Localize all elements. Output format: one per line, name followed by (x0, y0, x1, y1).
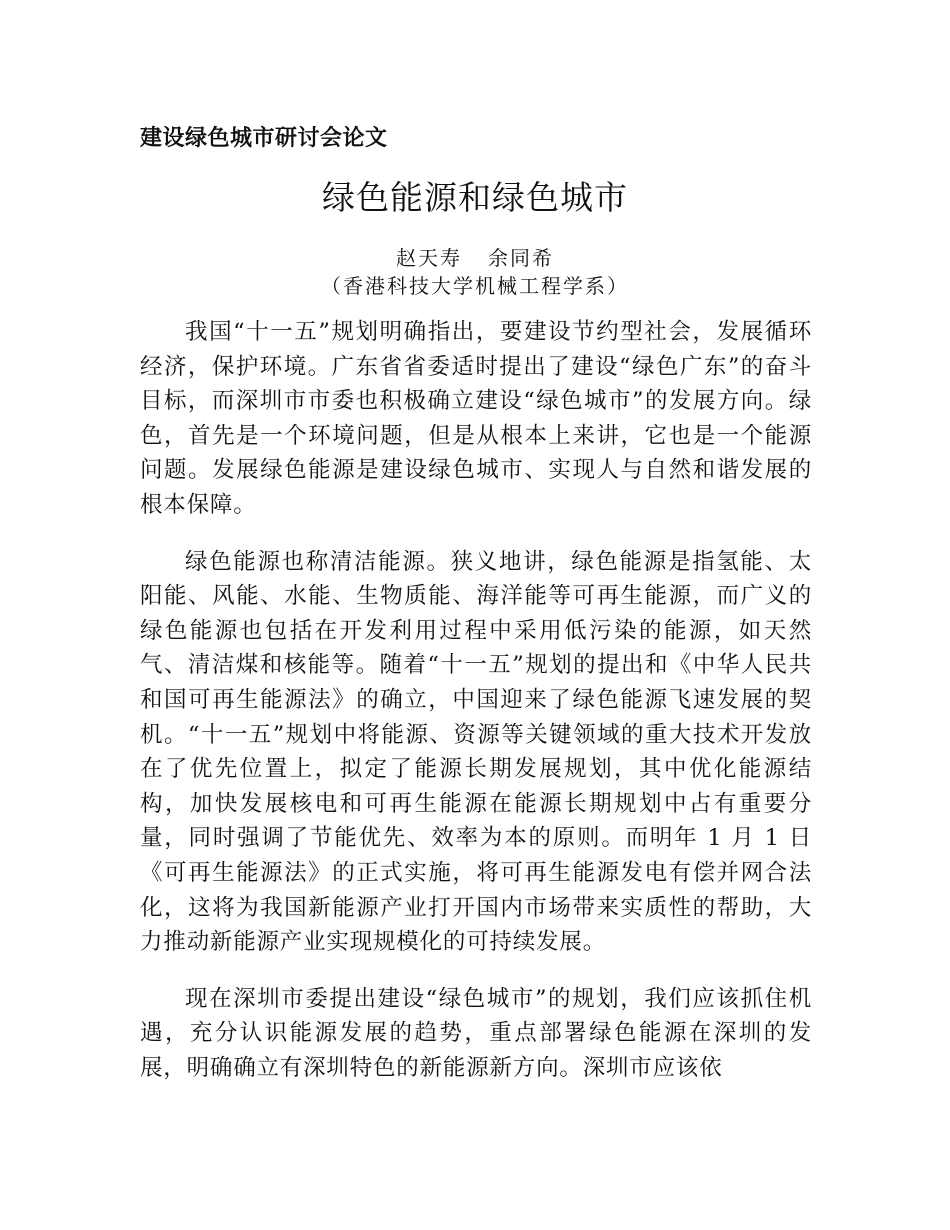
author-line (0, 242, 950, 271)
paper-title: 绿色能源和绿色城市 (322, 178, 628, 217)
body-paragraph: 绿色能源也称清洁能源。狭义地讲，绿色能源是指氢能、太阳能、风能、水能、生物质能、海洋能等可再生能源，而广义的绿色能源也包括在开发利用过程中采用低污染的能源，如天然气、清洁煤和核能等。随着“十一五”规划的提出和《中华人民共和国可再生能源法》的确立，中国迎来了绿色能源飞速发展的契机。“十一五”规划中将能源、资源等关键领域的重大技术开发放在了优先位置上，拟定了能源长期发展规划，其中优化能源结构，加快发展核电和可再生能源在能源长期规划中占有重要分量，同时强调了节能优先、效率为本的原则。而明年 1 月 1 日《可再生能源法》的正式实施，将可再生能源发电有偿并网合法化，这将为我国新能源产业打开国内市场带来实质性的帮助，大力推动新能源产业实现规模化的可持续发展。 (140, 548, 812, 956)
author-affiliation: （香港科技大学机械工程学系） (321, 274, 629, 298)
conference-header: 建设绿色城市研讨会论文 (140, 126, 388, 151)
author-name: 余同希 (488, 246, 554, 270)
body-paragraph: 我国“十一五”规划明确指出，要建设节约型社会，发展循环经济，保护环境。广东省省委适时提出了建设“绿色广东”的奋斗目标，而深圳市市委也积极确立建设“绿色城市”的发展方向。绿色，首先是一个环境问题，但是从根本上来讲，它也是一个能源问题。发展绿色能源是建设绿色城市、实现人与自然和谐发展的根本保障。 (140, 319, 812, 518)
body-text (140, 315, 812, 1107)
body-paragraph: 现在深圳市委提出建设“绿色城市”的规划，我们应该抓住机遇，充分认识能源发展的趋势，重点部署绿色能源在深圳的发展，明确确立有深圳特色的新能源新方向。深圳市应该依 (140, 985, 812, 1081)
author-name: 赵天寿 (396, 246, 462, 270)
